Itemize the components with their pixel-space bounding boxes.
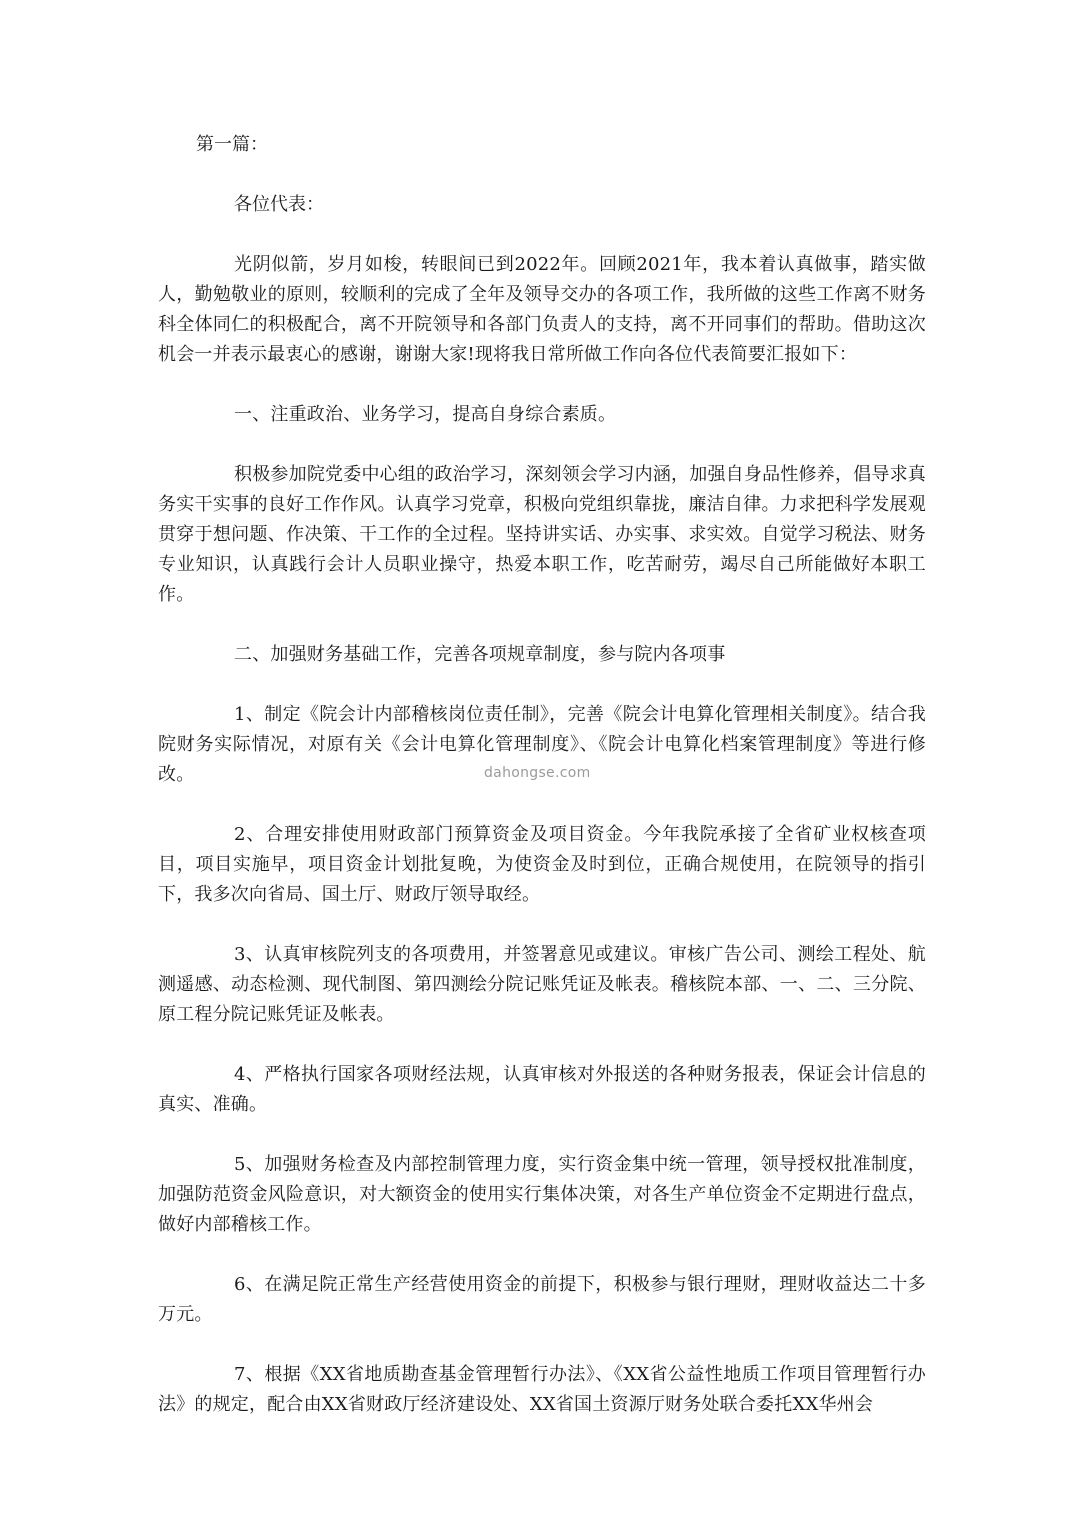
paragraph-item-6: 6、在满足院正常生产经营使用资金的前提下，积极参与银行理财，理财收益达二十多万元。: [158, 1274, 926, 1325]
salutation: 各位代表：: [234, 194, 324, 215]
paragraph-item-3: 3、认真审核院列支的各项费用，并签署意见或建议。审核广告公司、测绘工程处、航测遥感、动态检测、现代制图、第四测绘分院记账凭证及帐表。稽核院本部、一、二、三分院、原工程分院记账凭证及帐表。: [158, 944, 926, 1025]
paragraph-intro: 光阴似箭，岁月如梭，转眼间已到2022年。回顾2021年，我本着认真做事，踏实做人，勤勉敬业的原则，较顺利的完成了全年及领导交办的各项工作，我所做的这些工作离不财务科全体同仁的积极配合，离不开院领导和各部门负责人的支持，离不开同事们的帮助。借助这次机会一并表示最衷心的感谢，谢谢大家!现将我日常所做工作向各位代表简要汇报如下：: [158, 254, 926, 365]
paragraph-section-1-title: 一、注重政治、业务学习，提高自身综合素质。: [234, 404, 617, 425]
paragraph-item-2: 2、合理安排使用财政部门预算资金及项目资金。今年我院承接了全省矿业权核查项目，项目实施早，项目资金计划批复晚，为使资金及时到位，正确合规使用，在院领导的指引下，我多次向省局、国土厅、财政厅领导取经。: [158, 824, 926, 905]
document-body: [158, 130, 926, 1450]
section-heading: 第一篇：: [196, 134, 268, 155]
paragraph-item-4: 4、严格执行国家各项财经法规，认真审核对外报送的各种财务报表，保证会计信息的真实、准确。: [158, 1064, 926, 1115]
paragraph-item-7: 7、根据《XX省地质勘查基金管理暂行办法》、《XX省公益性地质工作项目管理暂行办法》的规定，配合由XX省财政厅经济建设处、XX省国土资源厅财务处联合委托XX华州会: [158, 1364, 926, 1415]
paragraph-section-1-body: 积极参加院党委中心组的政治学习，深刻领会学习内涵，加强自身品性修养，倡导求真务实干实事的良好工作作风。认真学习党章，积极向党组织靠拢，廉洁自律。力求把科学发展观贯穿于想问题、作决策、干工作的全过程。坚持讲实话、办实事、求实效。自觉学习税法、财务专业知识，认真践行会计人员职业操守，热爱本职工作，吃苦耐劳，竭尽自己所能做好本职工作。: [158, 464, 926, 605]
paragraph-item-1: 1、制定《院会计内部稽核岗位责任制》，完善《院会计电算化管理相关制度》。结合我院财务实际情况，对原有关《会计电算化管理制度》、《院会计电算化档案管理制度》等进行修改。: [158, 704, 926, 785]
watermark: dahongse.com: [484, 765, 591, 781]
paragraph-item-5: 5、加强财务检查及内部控制管理力度，实行资金集中统一管理，领导授权批准制度，加强防范资金风险意识，对大额资金的使用实行集体决策，对各生产单位资金不定期进行盘点，做好内部稽核工作。: [158, 1154, 926, 1235]
paragraph-section-2-title: 二、加强财务基础工作，完善各项规章制度，参与院内各项事: [234, 644, 726, 665]
